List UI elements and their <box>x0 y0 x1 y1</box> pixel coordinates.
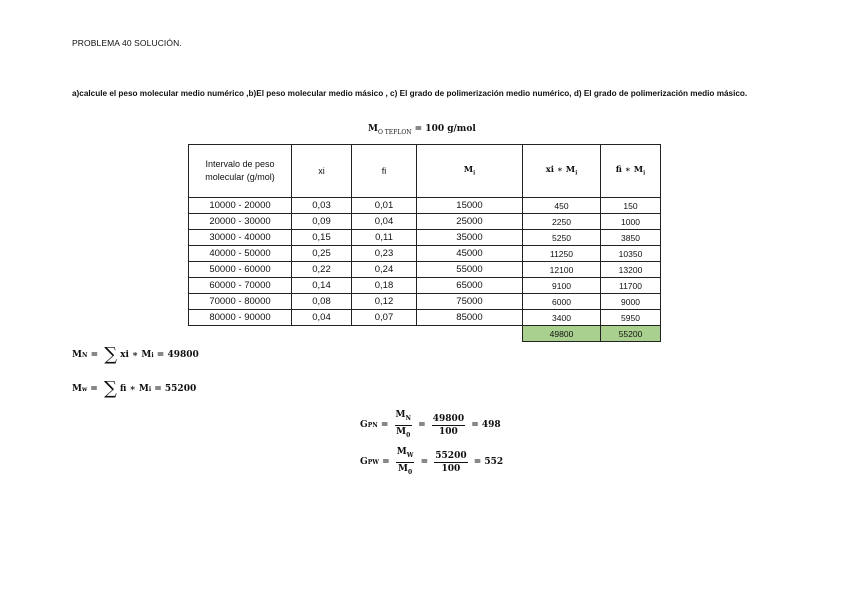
cell-xi: 0,09 <box>292 214 352 230</box>
mn-equation <box>72 344 199 365</box>
mn-lhs: M <box>72 350 82 360</box>
totals-row <box>189 326 661 342</box>
gpw-num-value: 55200 <box>435 450 467 461</box>
cell-mi: 85000 <box>417 310 523 326</box>
cell-xi: 0,03 <box>292 198 352 214</box>
cell-mi: 45000 <box>417 246 523 262</box>
cell-interval: 10000 - 20000 <box>189 198 292 214</box>
mw-term: fi ∗ M <box>119 384 149 394</box>
col-fi-header: fi <box>352 145 417 198</box>
gpw-fraction-numeric <box>434 451 467 474</box>
cell-interval: 60000 - 70000 <box>189 278 292 294</box>
gpw-num-sub: W <box>406 451 414 459</box>
cell-mi: 35000 <box>417 230 523 246</box>
sum-symbol: ∑ <box>103 378 117 399</box>
col-mi-header <box>417 145 523 198</box>
mo-symbol: M <box>368 124 378 134</box>
col-interval-label: Intervalo de peso molecular (g/mol) <box>205 159 275 182</box>
cell-ximi: 450 <box>523 198 601 214</box>
mn-rhs: = 49800 <box>153 350 199 360</box>
sum-symbol: ∑ <box>104 344 118 365</box>
gpn-fraction-numeric <box>432 414 465 437</box>
gpw-den-value: 100 <box>441 463 461 474</box>
mn-lhs-sub: N <box>81 351 88 359</box>
cell-fi: 0,12 <box>352 294 417 310</box>
cell-fimi: 13200 <box>601 262 661 278</box>
cell-ximi: 3400 <box>523 310 601 326</box>
cell-ximi: 9100 <box>523 278 601 294</box>
mo-value: = 100 g/mol <box>411 124 476 134</box>
gpw-equation <box>360 447 503 478</box>
gpw-numerator <box>396 447 415 463</box>
cell-fimi: 150 <box>601 198 661 214</box>
cell-xi: 0,22 <box>292 262 352 278</box>
gpn-rhs: = 498 <box>468 420 501 431</box>
gpw-lhs-sub: PW <box>367 458 379 466</box>
cell-fi: 0,01 <box>352 198 417 214</box>
gpn-lhs-sub: PN <box>367 421 378 429</box>
page-title: PROBLEMA 40 SOLUCIÓN. <box>72 38 182 48</box>
gpw-rhs: = 552 <box>470 457 504 468</box>
col-ximi-label: xi ∗ M <box>545 165 576 176</box>
cell-fi: 0,18 <box>352 278 417 294</box>
cell-xi: 0,15 <box>292 230 352 246</box>
cell-xi: 0,25 <box>292 246 352 262</box>
col-mi-sub: i <box>473 170 476 177</box>
molecular-weight-table <box>188 144 661 342</box>
col-ximi-sub: i <box>575 170 578 177</box>
cell-interval: 20000 - 30000 <box>189 214 292 230</box>
col-fimi-label: fi ∗ M <box>615 165 644 176</box>
total-ximi: 49800 <box>523 326 601 342</box>
table-row <box>189 214 661 230</box>
col-xi-header: xi <box>292 145 352 198</box>
cell-ximi: 2250 <box>523 214 601 230</box>
table-row <box>189 262 661 278</box>
mw-eq: = <box>87 384 101 394</box>
mw-rhs: = 55200 <box>151 384 197 394</box>
cell-mi: 15000 <box>417 198 523 214</box>
cell-fimi: 9000 <box>601 294 661 310</box>
gpw-eq1: = <box>378 457 393 468</box>
table-row <box>189 230 661 246</box>
problem-statement: a)calcule el peso molecular medio numérico ,b)El peso molecular medio másico , c) El grado de polimerización medio numérico, d) El grado de polimerización medio másico. <box>72 89 748 98</box>
gpn-eq2: = <box>414 420 429 431</box>
table-row <box>189 310 661 326</box>
cell-ximi: 6000 <box>523 294 601 310</box>
cell-xi: 0,08 <box>292 294 352 310</box>
gpn-numerator <box>395 410 412 426</box>
mw-equation <box>72 378 197 399</box>
cell-interval: 70000 - 80000 <box>189 294 292 310</box>
cell-interval: 80000 - 90000 <box>189 310 292 326</box>
mw-lhs: M <box>72 384 82 394</box>
col-fimi-header <box>601 145 661 198</box>
cell-fi: 0,24 <box>352 262 417 278</box>
gpn-num-symbol: M <box>395 410 406 420</box>
col-fimi-sub: i <box>643 170 646 177</box>
gpn-num-sub: N <box>405 414 411 422</box>
cell-ximi: 5250 <box>523 230 601 246</box>
mw-lhs-sub: w <box>81 385 88 393</box>
table-row <box>189 294 661 310</box>
mo-subscript: O TEFLON <box>377 128 412 136</box>
gpw-lhs: G <box>360 457 368 468</box>
monomer-mass-formula <box>368 124 476 136</box>
gpw-num-symbol: M <box>396 447 407 457</box>
cell-interval: 40000 - 50000 <box>189 246 292 262</box>
gpn-lhs: G <box>360 420 368 431</box>
col-interval-header <box>189 145 292 198</box>
cell-ximi: 12100 <box>523 262 601 278</box>
gpn-den-sub: 0 <box>406 431 411 439</box>
cell-fi: 0,23 <box>352 246 417 262</box>
gpn-eq1: = <box>377 420 392 431</box>
gpn-den-value: 100 <box>439 426 458 437</box>
table-header-row <box>189 145 661 198</box>
cell-interval: 50000 - 60000 <box>189 262 292 278</box>
cell-xi: 0,14 <box>292 278 352 294</box>
cell-fi: 0,04 <box>352 214 417 230</box>
mn-term-sub: i <box>151 351 154 359</box>
cell-ximi: 11250 <box>523 246 601 262</box>
gpw-fraction-symbolic <box>396 447 415 478</box>
cell-mi: 65000 <box>417 278 523 294</box>
cell-fimi: 10350 <box>601 246 661 262</box>
cell-interval: 30000 - 40000 <box>189 230 292 246</box>
cell-mi: 55000 <box>417 262 523 278</box>
col-mi-label: M <box>463 165 474 176</box>
mn-eq: = <box>87 350 102 360</box>
total-fimi: 55200 <box>601 326 661 342</box>
cell-fimi: 11700 <box>601 278 661 294</box>
gpn-equation <box>360 410 501 441</box>
cell-fimi: 1000 <box>601 214 661 230</box>
mw-term-sub: i <box>148 385 152 393</box>
cell-mi: 75000 <box>417 294 523 310</box>
table-row <box>189 278 661 294</box>
cell-fi: 0,11 <box>352 230 417 246</box>
cell-mi: 25000 <box>417 214 523 230</box>
gpw-denominator <box>398 463 412 478</box>
col-ximi-header <box>523 145 601 198</box>
gpn-fraction-symbolic <box>395 410 412 441</box>
gpn-num-value: 49800 <box>432 413 465 424</box>
gpw-eq2: = <box>417 457 432 468</box>
mn-term: xi ∗ M <box>120 350 152 360</box>
gpw-den-sub: 0 <box>408 468 413 476</box>
cell-xi: 0,04 <box>292 310 352 326</box>
cell-fi: 0,07 <box>352 310 417 326</box>
cell-fimi: 3850 <box>601 230 661 246</box>
table-row <box>189 246 661 262</box>
gpn-den-symbol: M <box>396 426 407 437</box>
gpn-denominator <box>396 426 410 441</box>
table-row <box>189 198 661 214</box>
totals-spacer <box>189 326 523 342</box>
gpw-den-symbol: M <box>398 463 408 474</box>
cell-fimi: 5950 <box>601 310 661 326</box>
